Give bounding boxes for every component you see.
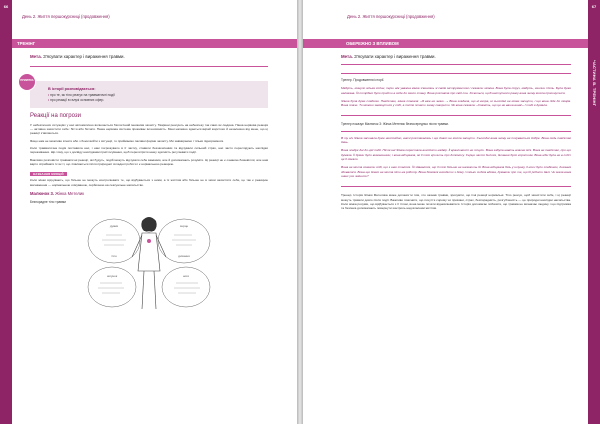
wing-bottom-right xyxy=(162,267,210,307)
wing-label: дихання xyxy=(178,253,190,258)
paragraph: Важливо розповісти травматичні реакції, які будуть, подій можуть відчувати себе важкими, але й допомагають розуміти. Ці реакції не є ознакою божевілля; але нам варто сприймати їх як ті, що з'являються після природної складної роботи і є нормальною реакцією. xyxy=(30,157,268,166)
right-aim-text: З'ясувати характер і вираження травми. xyxy=(354,54,436,59)
note-title: В історії розповідається: xyxy=(48,87,96,91)
wing-label: тіло xyxy=(111,253,117,258)
figure-title-text: Жінка Метелик xyxy=(55,191,85,197)
right-side-tab xyxy=(588,0,600,424)
note-item: • про те, як тіло реагує на травматичні події xyxy=(48,93,260,98)
figure-title xyxy=(30,192,268,196)
right-column xyxy=(341,54,571,210)
left-aim xyxy=(30,54,268,67)
left-side-tab xyxy=(0,0,12,424)
story-paragraph: В ту ніч Жінка засинала дуже неспокійно, вночі розплакалась і ще довго не могла заснути. Сьогодні вона знову не почувається добре. Вона ледь пам'ятає день. xyxy=(341,135,571,145)
note-badge: ПРИМІТКА xyxy=(18,73,36,91)
left-aim-text: З'ясувати характер і вираження травми. xyxy=(43,54,125,59)
wing-label: ноги xyxy=(182,273,190,278)
story-paragraph: Жінка була дуже слабкою. Пам'ятаю, жінка плакала: «Я вже не знаю…» Вона згадала, що ні вчора, ні сьогодні не може заснути, і що вона піде до лікаря. Вона плаче. Ти можеш замкнутися у собі, а потім почати знову говорити. Як вона сказала: «Скажіть, що це не ваша вина!» І тоді я думала. xyxy=(341,98,571,108)
paragraph: Коли травматична подія поставила нас, і нам погрожувало в її частку, ставили беззахисними та відчували сильний страх, нас часто переслідують наслідки переживання. Що тому, що з досвіду наслідками пристосування, щоб перехитрити нашу здатність регулювати події. xyxy=(30,145,268,155)
emotions-pill: НАЗВАННЯ ЕМОЦІЙ xyxy=(30,172,67,176)
right-band-title: ОБЕРЕЖНО З ВПЛИВОМ xyxy=(346,41,399,46)
wing-label: шлунок xyxy=(106,273,118,278)
right-running-head xyxy=(347,14,435,19)
section-title: Реакції на погрози xyxy=(30,113,81,120)
left-band-title: ТРЕНІНГ xyxy=(17,41,36,46)
story-paragraph: Вона згадує дні до цієї події. Після неї Жінка перестала виходити надвір. Її вразливості не почули. Вона забула навіть власне ім'я. Вона не пам'ятає, про що думала. Її думки були вимкненими, і вона відчувала, як її тіло кричить про допомогу. Серце часто билося, дихання було коротким. Вона ніби була не в собі і це її лякало. xyxy=(341,148,571,162)
figure-title-number: Малюнок 3. xyxy=(30,191,54,197)
trainer-story-box-2 xyxy=(341,131,571,187)
dress xyxy=(138,233,160,271)
right-page-number: 67 xyxy=(591,4,597,9)
butterfly-woman-figure xyxy=(84,211,214,319)
figure-caption: Безпорадне тіло травми xyxy=(30,200,66,205)
story-paragraph: Мабуть, минуло кілька годин, перш ніж уважна жінка з'явилась зі своїм інструментом і сказала: можна. Вона була поруч, мабуть, хвилин п'ять. Була дуже налякана. Їй потрібно було прийти в себе до свого стану. Вона розповіла про свій сон. Хочеться, щоб наступного ранку вона знову могла прокинутися. xyxy=(341,86,571,95)
heart-mark xyxy=(147,239,151,243)
story-paragraph: Вона не могла сказати собі, що з нею сталося. Їй здавалося, що її тіло більше не належить їй. Вона відчувала біль у шлунку, її ноги були слабкими, дихання збивалося. Вона ще довго не могла піти на роботу. Вона боялася виходити з дому і тільки сиділа вдома, думаючи про те, що їй робити далі. Чи мала вона шанс усе змінити? xyxy=(341,165,571,178)
wing-bottom-left xyxy=(88,267,136,307)
right-leg xyxy=(154,271,156,309)
right-running-head-text: День 2. Життя першокурсниці (продовження) xyxy=(347,14,435,19)
right-aim xyxy=(341,54,571,65)
paragraph: Коли жінки відчувають, що більше не можуть контролювати те, що відбувається з ними, а їх життям або більше не в змозі захистити себе, це так є реакцією виснаження — нормальною очікуваною, серйозною на сексуальне насильство. xyxy=(30,178,268,187)
paragraph: Якщо нам не можливо втекти або з боєм вийти з ситуації, то приймаємо пасивні форми захисту. Ми завмираємо і тільки підкоряємося. xyxy=(30,138,225,143)
right-page xyxy=(303,0,600,424)
butterfly-woman-illustration xyxy=(84,211,214,319)
left-column xyxy=(20,54,268,319)
note-list xyxy=(48,93,260,102)
note-box xyxy=(20,79,268,108)
left-page-number: 66 xyxy=(3,4,9,9)
trainer-story-box xyxy=(341,73,571,116)
trainer-label: Тренер. Продовження історії. xyxy=(341,78,385,82)
left-leg xyxy=(142,271,144,309)
note-item: • про реакції в галузі основних сфер. xyxy=(48,98,260,103)
left-page xyxy=(0,0,297,424)
right-side-label: ЧАСТИНА В. ТРЕНІНГ xyxy=(592,60,597,107)
hair xyxy=(141,217,156,231)
trainer-instruction: Тренер показує Малюнок 3: Жінка Метелик безпосередньо після травми. xyxy=(341,122,449,127)
right-aim-label: Мета. xyxy=(341,54,353,59)
left-aim-label: Мета. xyxy=(30,54,42,59)
left-running-head xyxy=(22,14,110,19)
left-section-band xyxy=(12,39,297,48)
wing-label: серце xyxy=(179,223,189,228)
trainer-conclusion: Тренер. Історія Жінки Метелика може допомогти тим, хто зазнав травми, зрозуміти, що їхні реакції нормальні. Тіло реагує, щоб захистити себе, і ці реакції можуть тривати довго після події. Важливо пояснити, що почуття сорому чи провини, страх, безпорадність, розгубленість — це природні наслідки насильства. Коли жінка розуміє, що відбувається з її тілом, вона може почати відновлюватися. Історія допомагає побачити, що травма не визначає людину і що підтримка та безпека допомагають повернути контроль над власним життям. xyxy=(341,193,571,211)
left-running-head-text: День 2. Життя першокурсниці (продовження) xyxy=(22,14,110,19)
right-section-band xyxy=(303,39,588,48)
paragraph: У небезпечних ситуаціях у нас автоматично включається біологічний механізм захисту. Тварини реагують на небезпеку так само як людина. Наша нервова реакція — активно захистити себе: бігти або битися. Наша нервова система проживає інтенсивність. Мені напевно здається вкрай жорстоко й незалежно від мене, що ці реакції з'являються. xyxy=(30,122,268,136)
wing-label: думки xyxy=(109,223,119,228)
